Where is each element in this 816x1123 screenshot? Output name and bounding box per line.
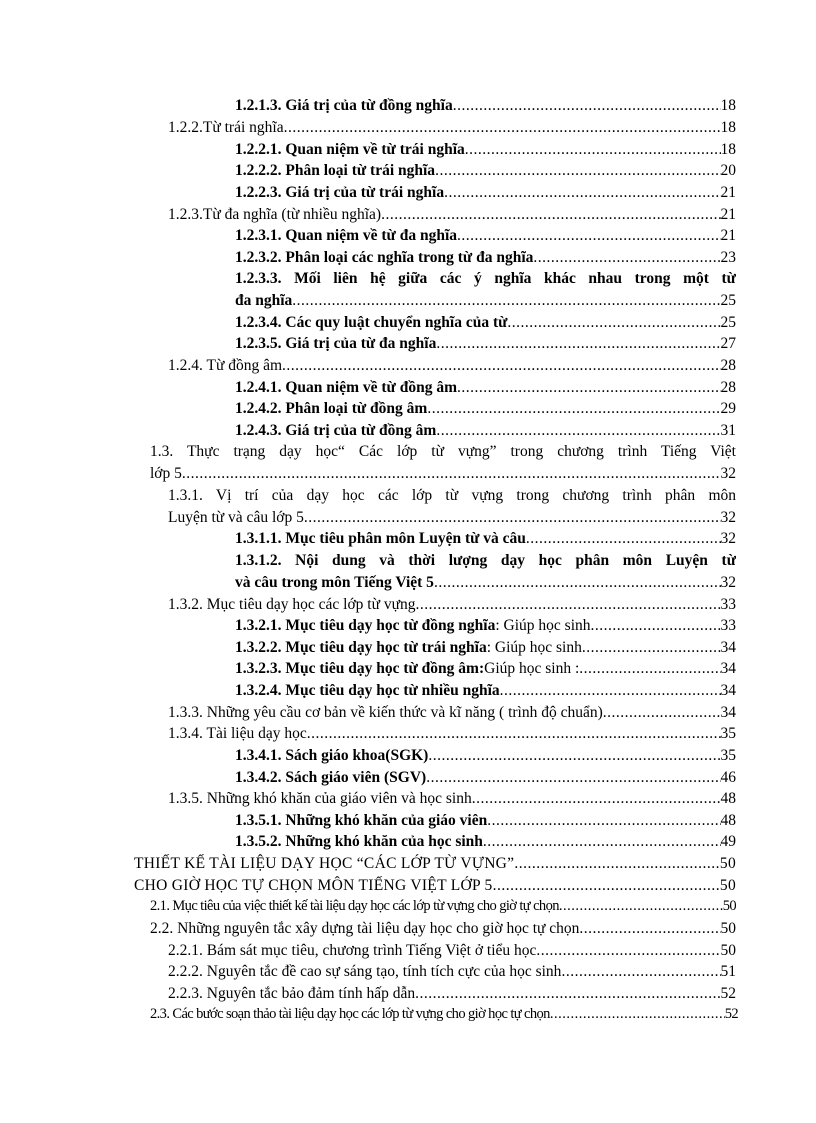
toc-entry-label: 1.2.3.Từ đa nghĩa (từ nhiều nghĩa) [168, 206, 382, 223]
toc-entry[interactable] [168, 118, 736, 137]
toc-entry[interactable] [168, 941, 736, 960]
toc-entry-page: 50 [719, 877, 736, 894]
toc-entry-suffix: Giúp học sinh : [484, 660, 580, 677]
toc-entry-page: 46 [720, 769, 736, 786]
toc-leader-dots [434, 573, 721, 592]
toc-leader-dots [304, 508, 721, 527]
toc-entry-page: 35 [720, 725, 736, 742]
toc-entry-label: 1.2.3.1. Quan niệm về từ đa nghĩa [235, 227, 458, 244]
toc-leader-dots [415, 984, 720, 1003]
toc-entry-page: 18 [720, 119, 736, 136]
toc-entry-label: 1.2.2.3. Giá trị của từ trái nghĩa [235, 184, 445, 201]
toc-leader-dots [292, 291, 720, 310]
toc-leader-dots [444, 183, 720, 202]
toc-entry-label: 1.3.5.2. Những khó khăn của học sinh [235, 833, 483, 850]
toc-entry-suffix: : Giúp học sinh [495, 617, 591, 634]
toc-leader-dots [493, 876, 720, 895]
toc-entry-label: 1.2.4.3. Giá trị của từ đồng âm [235, 422, 437, 439]
toc-entry-label: 1.3.4.2. Sách giáo viên (SGV) [235, 769, 427, 786]
toc-entry-label: 2.1. Mục tiêu của việc thiết kế tài liệu dạy học các lớp từ vựng cho giờ tự chọn [150, 898, 559, 914]
toc-entry[interactable] [150, 1005, 738, 1024]
toc-entry-page: 33 [720, 596, 736, 613]
toc-entry[interactable] [235, 96, 736, 115]
toc-leader-dots [487, 811, 720, 830]
toc-entry-page: 25 [720, 314, 736, 331]
toc-entry[interactable] [168, 984, 736, 1003]
toc-entry[interactable] [235, 811, 736, 830]
toc-entry-page: 27 [720, 335, 736, 352]
toc-entry[interactable] [150, 897, 736, 916]
toc-entry-page: 21 [720, 227, 736, 244]
toc-leader-dots [416, 595, 721, 614]
toc-entry-label: 1.3.4. Tài liệu dạy học [168, 725, 307, 742]
toc-leader-dots [436, 421, 720, 440]
toc-entry-label: 1.3.4.1. Sách giáo khoa(SGK) [235, 747, 429, 764]
toc-entry-page: 31 [720, 422, 736, 439]
toc-entry-page: 51 [720, 963, 736, 980]
toc-leader-dots [603, 703, 721, 722]
toc-entry[interactable] [168, 595, 736, 614]
toc-leader-dots [427, 399, 720, 418]
toc-entry[interactable] [235, 161, 736, 180]
toc-entry-page: 35 [720, 747, 736, 764]
toc-leader-dots [507, 313, 720, 332]
toc-leader-dots [579, 659, 720, 678]
toc-leader-dots [514, 854, 720, 873]
toc-entry-page: 18 [720, 141, 736, 158]
toc-leader-dots [436, 334, 720, 353]
toc-entry-label: 1.3.2.4. Mục tiêu dạy học từ nhiều nghĩa [235, 682, 500, 699]
toc-leader-dots [307, 724, 721, 743]
toc-entry[interactable] [235, 681, 736, 700]
toc-entry-label-line1: 1.3. Thực trạng dạy học“ Các lớp từ vựng” trong chương trình Tiếng Việt [150, 443, 736, 460]
toc-entry-page: 29 [720, 400, 736, 417]
toc-leader-dots [453, 96, 721, 115]
toc-leader-dots [591, 616, 721, 635]
toc-entry[interactable] [235, 573, 736, 592]
toc-leader-dots [282, 356, 720, 375]
toc-entry-page: 34 [720, 639, 736, 656]
toc-entry-page: 48 [720, 790, 736, 807]
toc-entry-page: 25 [720, 292, 736, 309]
toc-entry-page: 34 [720, 682, 736, 699]
toc-entry-label: 1.2.4.2. Phân loại từ đồng âm [235, 400, 428, 417]
toc-entry-label: 1.2.2.1. Quan niệm về từ trái nghĩa [235, 141, 465, 158]
toc-entry-page: 32 [720, 574, 736, 591]
toc-entry[interactable] [235, 291, 736, 310]
toc-leader-dots [426, 768, 720, 787]
toc-entry-label: 1.2.2.2. Phân loại từ trái nghĩa [235, 162, 436, 179]
toc-entry[interactable] [235, 378, 736, 397]
toc-leader-dots [435, 161, 720, 180]
toc-leader-dots [550, 1005, 725, 1024]
toc-entry-label: 1.2.4. Từ đồng âm [168, 357, 283, 374]
toc-entry-label: 1.3.5.1. Những khó khăn của giáo viên [235, 812, 488, 829]
toc-entry-suffix: : Giúp học sinh [486, 639, 582, 656]
toc-entry[interactable] [235, 399, 736, 418]
toc-entry-page: 20 [720, 162, 736, 179]
toc-entry-page: 49 [720, 833, 736, 850]
toc-entry[interactable] [168, 703, 736, 722]
toc-entry[interactable] [168, 962, 736, 981]
toc-entry-page: 34 [720, 704, 736, 721]
toc-leader-dots [533, 248, 720, 267]
toc-entry-page: 32 [720, 509, 736, 526]
toc-entry-label: 1.3.5. Những khó khăn của giáo viên và học sinh [168, 790, 472, 807]
toc-entry-page: 21 [720, 206, 736, 223]
toc-leader-dots [182, 464, 721, 483]
toc-entry[interactable] [235, 183, 736, 202]
toc-entry-label: 1.3.2.3. Mục tiêu dạy học từ đồng âm: [235, 660, 485, 677]
toc-entry-label-line1: 1.3.1. Vị trí của dạy học các lớp từ vựng trong chương trình phân môn [168, 487, 736, 504]
toc-entry-label: 2.3. Các bước soạn thảo tài liệu dạy học các lớp từ vựng cho giờ học tự chọn [150, 1006, 550, 1022]
toc-leader-dots [561, 962, 720, 981]
toc-entry[interactable] [235, 313, 736, 332]
toc-entry-label: 1.3.2. Mục tiêu dạy học các lớp từ vựng [168, 596, 416, 613]
toc-leader-dots [500, 681, 721, 700]
toc-leader-dots [536, 941, 720, 960]
toc-leader-dots [579, 919, 720, 938]
toc-entry-page: 34 [720, 660, 736, 677]
toc-entry[interactable] [150, 919, 736, 938]
toc-entry-label: 1.2.3.2. Phân loại các nghĩa trong từ đa nghĩa [235, 249, 534, 266]
toc-entry-label: Luyện từ và câu lớp 5 [168, 509, 304, 526]
toc-entry-page: 21 [720, 184, 736, 201]
toc-entry[interactable] [235, 226, 736, 245]
toc-entry-label: 1.3.3. Những yêu cầu cơ bản về kiến thức và kĩ năng ( trình độ chuẩn) [168, 704, 603, 721]
toc-entry-page: 28 [720, 357, 736, 374]
toc-entry-label: và câu trong môn Tiếng Việt 5 [235, 574, 434, 591]
toc-entry[interactable] [235, 768, 736, 787]
toc-leader-dots [472, 789, 721, 808]
toc-entry-page: 32 [720, 465, 736, 482]
toc-entry[interactable] [235, 529, 736, 548]
toc-entry[interactable] [235, 616, 736, 635]
toc-entry[interactable] [168, 724, 736, 743]
toc-entry-label: 1.3.2.1. Mục tiêu dạy học từ đồng nghĩa [235, 617, 496, 634]
toc-entry[interactable] [150, 464, 736, 483]
toc-leader-dots [582, 638, 721, 657]
toc-entry-page: 33 [720, 617, 736, 634]
toc-entry[interactable] [134, 854, 736, 873]
toc-entry-page: 50 [720, 920, 736, 937]
toc-entry[interactable] [235, 659, 736, 678]
toc-entry[interactable] [235, 638, 736, 657]
toc-entry-page: 50 [722, 898, 736, 914]
toc-entry-page: 52 [720, 985, 736, 1002]
toc-entry-label: THIẾT KẾ TÀI LIỆU DẠY HỌC “CÁC LỚP TỪ VỰNG” [134, 855, 515, 872]
toc-entry-page: 48 [720, 812, 736, 829]
toc-entry-label: 1.2.4.1. Quan niệm về từ đồng âm [235, 379, 458, 396]
toc-entry-label: 2.2.1. Bám sát mục tiêu, chương trình Tiếng Việt ở tiểu học [168, 942, 537, 959]
toc-entry-label: 1.3.1.1. Mục tiêu phân môn Luyện từ và câu [235, 530, 526, 547]
toc-entry-label: CHO GIỜ HỌC TỰ CHỌN MÔN TIẾNG VIỆT LỚP 5 [134, 877, 493, 894]
toc-entry[interactable] [168, 205, 736, 224]
toc-entry-page: 18 [720, 97, 736, 114]
toc-leader-dots [465, 140, 721, 159]
toc-entry-label: 2.2.3. Nguyên tắc bảo đảm tính hấp dẫn [168, 985, 416, 1002]
toc-entry-label: 1.2.2.Từ trái nghĩa [168, 119, 284, 136]
toc-entry-page: 52 [724, 1006, 738, 1022]
toc-leader-dots [381, 205, 720, 224]
toc-entry-label: 1.2.1.3. Giá trị của từ đồng nghĩa [235, 97, 453, 114]
toc-entry-label: 1.2.3.4. Các quy luật chuyển nghĩa của từ [235, 314, 508, 331]
toc-entry[interactable] [134, 876, 736, 895]
toc-entry[interactable] [235, 140, 736, 159]
toc-entry-page: 28 [720, 379, 736, 396]
toc-entry[interactable] [168, 356, 736, 375]
toc-entry[interactable] [235, 832, 736, 851]
toc-entry[interactable] [235, 334, 736, 353]
toc-entry[interactable] [168, 508, 736, 527]
toc-entry-label: 1.3.2.2. Mục tiêu dạy học từ trái nghĩa [235, 639, 487, 656]
toc-entry-label-line1: 1.3.1.2. Nội dung và thời lượng dạy học phân môn Luyện từ [235, 552, 736, 569]
toc-entry-page: 23 [720, 249, 736, 266]
toc-entry[interactable] [168, 789, 736, 808]
toc-entry-page: 50 [719, 855, 736, 872]
toc-entry-label: đa nghĩa [235, 292, 293, 309]
toc-leader-dots [457, 378, 720, 397]
toc-entry[interactable] [235, 421, 736, 440]
toc-entry-page: 32 [720, 530, 736, 547]
toc-entry-label-line1: 1.2.3.3. Mối liên hệ giữa các ý nghĩa khác nhau trong một từ [235, 270, 736, 287]
toc-entry-label: 2.2. Những nguyên tắc xây dựng tài liệu dạy học cho giờ học tự chọn [150, 920, 580, 937]
toc-entry[interactable] [235, 248, 736, 267]
toc-entry-label: 2.2.2. Nguyên tắc đề cao sự sáng tạo, tính tích cực của học sinh [168, 963, 562, 980]
toc-entry-label: lớp 5 [150, 465, 182, 482]
toc-leader-dots [457, 226, 720, 245]
toc-leader-dots [428, 746, 720, 765]
toc-entry[interactable] [235, 746, 736, 765]
toc-entry-page: 50 [720, 942, 736, 959]
toc-leader-dots [483, 832, 721, 851]
toc-leader-dots [559, 897, 723, 916]
toc-entry-label: 1.2.3.5. Giá trị của từ đa nghĩa [235, 335, 437, 352]
toc-leader-dots [526, 529, 721, 548]
toc-leader-dots [284, 118, 721, 137]
